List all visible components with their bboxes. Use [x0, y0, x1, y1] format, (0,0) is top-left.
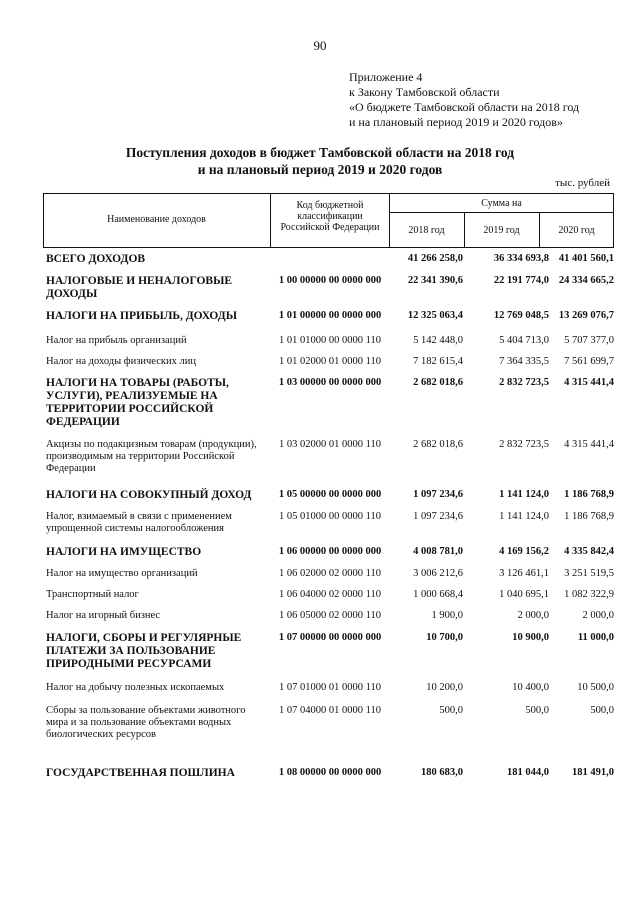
row-code: 1 01 00000 00 0000 000 [278, 310, 382, 321]
row-value-2019: 10 900,0 [512, 632, 549, 643]
row-code: 1 06 00000 00 0000 000 [278, 546, 382, 557]
row-name: Налог на имущество организаций [46, 568, 198, 579]
header-bottom-border [43, 247, 614, 248]
row-name: НАЛОГИ НА ТОВАРЫ (РАБОТЫ, УСЛУГИ), РЕАЛИЗУЕМЫЕ НА ТЕРРИТОРИИ РОССИЙСКОЙ ФЕДЕРАЦИИ [46, 377, 229, 428]
row-code: 1 05 01000 00 0000 110 [279, 511, 381, 522]
row-value-2018: 10 700,0 [426, 632, 463, 643]
units-label: тыс. рублей [555, 177, 610, 189]
row-code: 1 07 01000 01 0000 110 [279, 682, 381, 693]
header-year-2018: 2018 год [408, 225, 445, 236]
row-name: Транспортный налог [46, 589, 139, 600]
row-value-2019: 22 191 774,0 [493, 275, 549, 286]
row-name: НАЛОГИ НА ПРИБЫЛЬ, ДОХОДЫ [46, 310, 238, 322]
row-code: 1 01 02000 01 0000 110 [279, 356, 381, 367]
row-code: 1 01 01000 00 0000 110 [279, 335, 381, 346]
row-value-2018: 22 341 390,6 [407, 275, 463, 286]
row-value-2020: 1 082 322,9 [564, 589, 614, 600]
row-name: НАЛОГИ НА СОВОКУПНЫЙ ДОХОД [46, 489, 252, 501]
appendix-line: Приложение 4 [349, 70, 423, 84]
row-value-2020: 24 334 665,2 [558, 275, 614, 286]
row-value-2018: 3 006 212,6 [413, 568, 463, 579]
row-value-2019: 2 000,0 [517, 610, 549, 621]
page-number: 90 [313, 38, 327, 53]
row-value-2019: 3 126 461,1 [499, 568, 549, 579]
row-value-2020: 41 401 560,1 [558, 253, 614, 264]
header-border-col1 [270, 193, 271, 248]
appendix-block [349, 70, 579, 130]
row-value-2018: 41 266 258,0 [407, 253, 463, 264]
row-value-2019: 10 400,0 [512, 682, 549, 693]
row-value-2018: 4 008 781,0 [413, 546, 463, 557]
row-name: НАЛОГОВЫЕ И НЕНАЛОГОВЫЕ ДОХОДЫ [46, 275, 233, 300]
row-code: 1 08 00000 00 0000 000 [278, 767, 382, 778]
row-name: Налог на доходы физических лиц [46, 356, 196, 367]
row-code: 1 06 04000 02 0000 110 [279, 589, 381, 600]
appendix-line: «О бюджете Тамбовской области на 2018 год [349, 100, 580, 114]
row-value-2019: 4 169 156,2 [499, 546, 549, 557]
appendix-line: к Закону Тамбовской области [349, 85, 500, 99]
row-value-2019: 1 040 695,1 [499, 589, 549, 600]
header-year-2019: 2019 год [483, 225, 520, 236]
header-code: Код бюджетной классификации Российской Федерации [280, 200, 380, 233]
row-value-2019: 2 832 723,5 [499, 439, 549, 450]
row-value-2018: 2 682 018,6 [413, 439, 463, 450]
row-value-2020: 181 491,0 [572, 767, 614, 778]
row-code: 1 07 00000 00 0000 000 [278, 632, 382, 643]
title-line-2: и на плановый период 2019 и 2020 годов [197, 162, 443, 177]
row-value-2020: 3 251 519,5 [564, 568, 614, 579]
row-value-2020: 10 500,0 [577, 682, 614, 693]
header-year-2020: 2020 год [558, 225, 595, 236]
table-header [43, 193, 614, 248]
row-value-2020: 13 269 076,7 [558, 310, 614, 321]
row-code: 1 07 04000 01 0000 110 [279, 705, 381, 716]
row-value-2020: 4 315 441,4 [564, 439, 614, 450]
row-value-2019: 12 769 048,5 [493, 310, 549, 321]
row-value-2019: 1 141 124,0 [499, 511, 549, 522]
row-value-2020: 7 561 699,7 [564, 356, 614, 367]
row-value-2018: 7 182 615,4 [413, 356, 463, 367]
row-value-2019: 181 044,0 [507, 767, 549, 778]
row-name: НАЛОГИ НА ИМУЩЕСТВО [46, 546, 202, 558]
row-value-2018: 2 682 018,6 [413, 377, 463, 388]
row-value-2020: 2 000,0 [582, 610, 614, 621]
row-name: ВСЕГО ДОХОДОВ [46, 253, 146, 265]
row-code: 1 06 05000 02 0000 110 [279, 610, 381, 621]
row-value-2020: 1 186 768,9 [564, 489, 614, 500]
row-value-2019: 5 404 713,0 [499, 335, 549, 346]
row-value-2019: 36 334 693,8 [493, 253, 549, 264]
row-name: НАЛОГИ, СБОРЫ И РЕГУЛЯРНЫЕ ПЛАТЕЖИ ЗА ПОЛЬЗОВАНИЕ ПРИРОДНЫМИ РЕСУРСАМИ [46, 632, 242, 670]
row-value-2020: 11 000,0 [577, 632, 614, 643]
row-value-2020: 1 186 768,9 [564, 511, 614, 522]
row-code: 1 03 00000 00 0000 000 [278, 377, 382, 388]
row-value-2018: 1 900,0 [431, 610, 463, 621]
row-name: Налог, взимаемый в связи с применением упрощенной системы налогообложения [46, 511, 232, 534]
row-name: Налог на добычу полезных ископаемых [46, 682, 225, 693]
title-line-1: Поступления доходов в бюджет Тамбовской области на 2018 год [125, 145, 515, 160]
row-value-2019: 500,0 [525, 705, 549, 716]
row-code: 1 00 00000 00 0000 000 [278, 275, 382, 286]
row-value-2018: 12 325 063,4 [407, 310, 463, 321]
row-value-2018: 500,0 [439, 705, 463, 716]
row-value-2018: 180 683,0 [421, 767, 463, 778]
header-sum: Сумма на [481, 198, 522, 209]
row-value-2018: 1 097 234,6 [413, 511, 463, 522]
appendix-line: и на плановый период 2019 и 2020 годов» [349, 115, 563, 129]
row-code: 1 05 00000 00 0000 000 [278, 489, 382, 500]
row-name: Акцизы по подакцизным товарам (продукции), производимым на территории Российской Федерации [46, 439, 257, 474]
header-name: Наименование доходов [107, 214, 206, 225]
document-title [0, 144, 640, 178]
row-value-2020: 4 335 842,4 [564, 546, 614, 557]
header-top-border [43, 193, 614, 194]
row-value-2018: 10 200,0 [426, 682, 463, 693]
row-name: Налог на игорный бизнес [46, 610, 161, 621]
row-value-2020: 4 315 441,4 [564, 377, 614, 388]
row-code: 1 03 02000 01 0000 110 [279, 439, 381, 450]
row-value-2018: 1 097 234,6 [413, 489, 463, 500]
header-sum-divider [389, 212, 614, 213]
row-value-2019: 7 364 335,5 [499, 356, 549, 367]
row-name: Налог на прибыль организаций [46, 335, 187, 346]
row-value-2018: 5 142 448,0 [413, 335, 463, 346]
row-value-2018: 1 000 668,4 [413, 589, 463, 600]
row-value-2020: 500,0 [590, 705, 614, 716]
row-name: ГОСУДАРСТВЕННАЯ ПОШЛИНА [46, 767, 235, 779]
row-code: 1 06 02000 02 0000 110 [279, 568, 381, 579]
row-value-2019: 2 832 723,5 [499, 377, 549, 388]
row-value-2019: 1 141 124,0 [499, 489, 549, 500]
row-value-2020: 5 707 377,0 [564, 335, 614, 346]
row-name: Сборы за пользование объектами животного мира и за пользование объектами водных биологических ресурсов [46, 705, 246, 740]
